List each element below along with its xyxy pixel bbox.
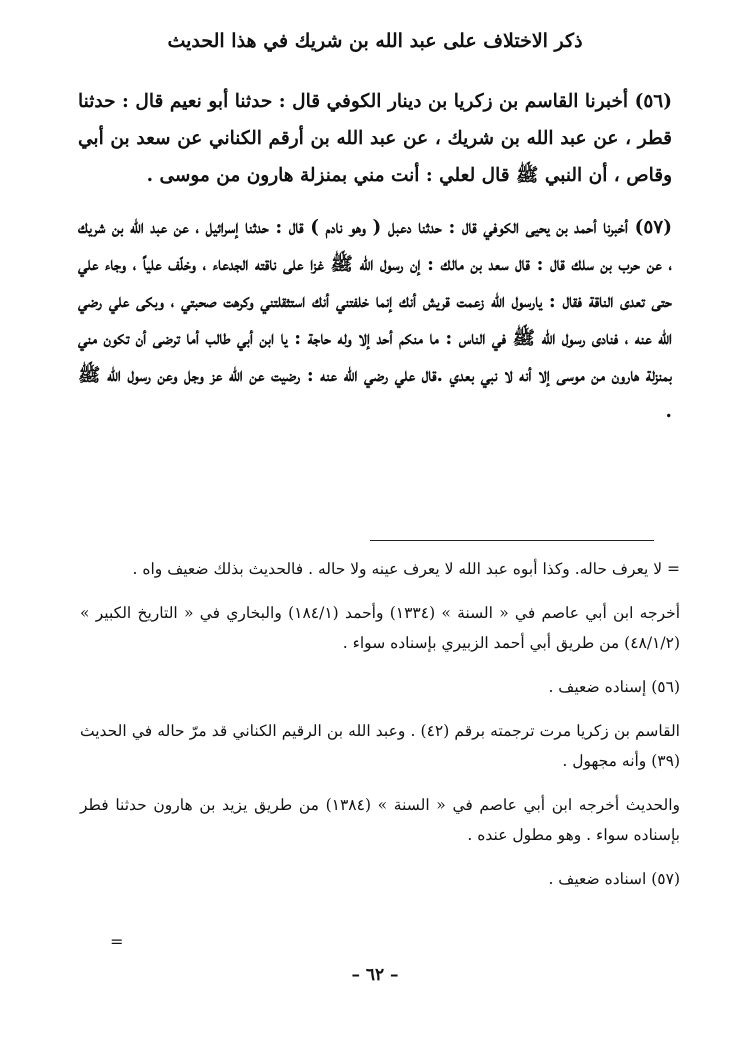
footnote-56-narrators: القاسم بن زكريا مرت ترجمته برقم (٤٢) . وعبد الله بن الرقيم الكناني قد مرّ حاله في الحديث (٣٩) وأنه مجهول . [80, 722, 680, 770]
footnotes-section [80, 554, 680, 908]
page-number: – ٦٢ – [351, 965, 399, 985]
footnote-56-heading: (٥٦) إسناده ضعيف . [548, 678, 680, 696]
main-text [78, 84, 672, 447]
hadith-57: (٥٧) أخبرنا أحمد بن يحيى الكوفي قال : حدثنا دعبل ( وهو نادم ) قال : حدثنا إسرائيل ، عن عبد الله بن شريك ، عن حرب بن سلك قال : قال سعد بن مالك : إن رسول الله ﷺ غزا على ناقته الجدعاء ، وخلّف علياً ، وجاء علي حتى تعدى الناقة فقال : يارسول الله زعمت قريش أنك إنما خلفتني أنك استثقلتني وكرهت صحبتي ، وبكى علي رضي الله عنه ، فنادى رسول الله ﷺ في الناس : ما منكم أحد إلا وله حاجة : يا ابن أبي طالب أما ترضى أن تكون مني بمنزلة هارون من موسى إلا أنه لا نبي بعدي .قال علي رضي الله عنه : رضيت عن الله عز وجل وعن رسول الله ﷺ . [78, 217, 672, 423]
hadith-56: (٥٦) أخبرنا القاسم بن زكريا بن دينار الكوفي قال : حدثنا أبو نعيم قال : حدثنا قطر ، عن عبد الله بن شريك ، عن عبد الله بن أرقم الكناني عن سعد بن أبي وقاص ، أن النبي ﷺ قال لعلي : أنت مني بمنزلة هارون من موسى . [78, 91, 672, 186]
footnote-end-mark: = [110, 932, 124, 951]
footnote-divider [370, 540, 654, 541]
footnote-57-heading: (٥٧) اسناده ضعيف . [548, 870, 680, 888]
page-header-title: ذكر الاختلاف على عبد الله بن شريك في هذا الحديث [167, 30, 583, 52]
footnote-takhrij: أخرجه ابن أبي عاصم في « السنة » (١٣٣٤) وأحمد (١٨٤/١) والبخاري في « التاريخ الكبير » (٤٨/١/٢) من طريق أبي أحمد الزبيري بإسناده سواء . [80, 604, 681, 652]
footnote-56-takhrij: والحديث أخرجه ابن أبي عاصم في « السنة » (١٣٨٤) من طريق يزيد بن هارون حدثنا فطر بإسناده سواء . وهو مطول عنده . [80, 796, 680, 844]
footnote-continuation: = لا يعرف حاله. وكذا أبوه عبد الله لا يعرف عينه ولا حاله . فالحديث بذلك ضعيف واه . [132, 560, 680, 578]
